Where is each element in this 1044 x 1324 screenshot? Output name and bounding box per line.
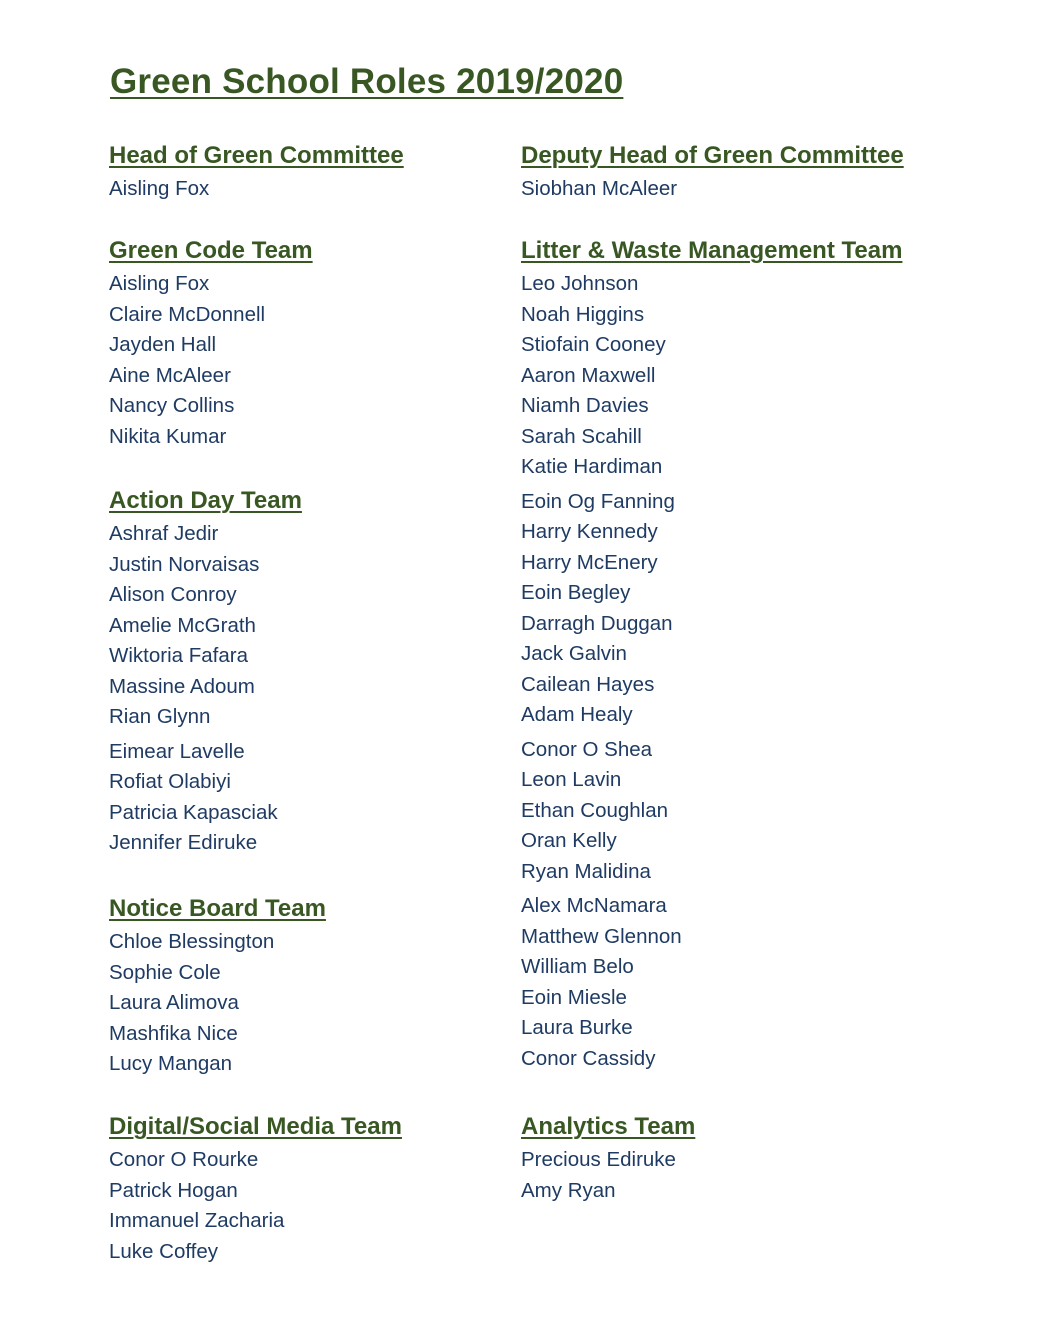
member-list <box>109 1145 402 1267</box>
member-list <box>521 174 904 205</box>
section-heading: Action Day Team <box>109 487 302 514</box>
section-deputy-head <box>521 141 904 205</box>
member-name: Conor O Shea <box>521 737 653 761</box>
member-name: Conor Cassidy <box>521 1046 656 1070</box>
member-name: Jack Galvin <box>521 642 627 665</box>
member-name: Patricia Kapasciak <box>109 800 278 824</box>
member-name: Katie Hardiman <box>521 455 663 478</box>
member-list <box>109 519 302 859</box>
member-name: Precious Ediruke <box>521 1148 676 1171</box>
member-name: Patrick Hogan <box>109 1178 238 1202</box>
member-name: Justin Norvaisas <box>109 552 260 576</box>
member-name: Leo Johnson <box>521 272 639 295</box>
section-heading: Deputy Head of Green Committee <box>521 142 904 169</box>
member-name: Harry McEnery <box>521 550 658 574</box>
member-name: Alex McNamara <box>521 894 667 917</box>
member-list <box>521 269 902 1074</box>
member-name: Aisling Fox <box>109 177 210 200</box>
member-name: Harry Kennedy <box>521 520 658 543</box>
member-name: Eoin Og Fanning <box>521 489 675 513</box>
section-digital-social-media-team <box>109 1112 402 1267</box>
member-name: Cailean Hayes <box>521 672 655 696</box>
member-name: Amy Ryan <box>521 1178 616 1202</box>
member-name: Alison Conroy <box>109 583 237 606</box>
section-head-of-green-committee <box>109 141 404 205</box>
member-name: Aine McAleer <box>109 363 231 387</box>
section-litter-waste-team <box>521 236 902 1074</box>
member-name: Leon Lavin <box>521 768 622 791</box>
section-heading: Head of Green Committee <box>109 142 404 169</box>
member-name: Conor O Rourke <box>109 1148 259 1171</box>
section-heading: Litter & Waste Management Team <box>521 237 903 264</box>
member-name: Amelie McGrath <box>109 613 256 637</box>
page-title: Green School Roles 2019/2020 <box>110 62 624 101</box>
member-name: Laura Burke <box>521 1016 633 1039</box>
member-name: Matthew Glennon <box>521 924 682 948</box>
member-name: Mashfika Nice <box>109 1021 238 1045</box>
member-list <box>109 269 313 452</box>
member-name: Sophie Cole <box>109 960 221 984</box>
member-name: Rian Glynn <box>109 705 211 728</box>
member-name: Aaron Maxwell <box>521 363 656 387</box>
member-name: Siobhan McAleer <box>521 177 678 200</box>
section-heading: Digital/Social Media Team <box>109 1113 402 1140</box>
member-list <box>521 1145 695 1206</box>
member-name: Massine Adoum <box>109 674 255 698</box>
section-heading: Analytics Team <box>521 1113 696 1140</box>
member-name: Laura Alimova <box>109 991 239 1014</box>
member-name: Wiktoria Fafara <box>109 644 248 667</box>
member-name: Aisling Fox <box>109 272 210 295</box>
member-name: Niamh Davies <box>521 394 649 417</box>
member-name: Ryan Malidina <box>521 859 651 883</box>
member-name: Claire McDonnell <box>109 302 266 326</box>
section-green-code-team <box>109 236 313 452</box>
section-analytics-team <box>521 1112 695 1206</box>
member-list <box>109 174 404 205</box>
member-name: William Belo <box>521 955 634 978</box>
member-name: Jennifer Ediruke <box>109 831 258 854</box>
member-name: Jayden Hall <box>109 333 217 356</box>
member-name: Stiofain Cooney <box>521 333 666 356</box>
section-notice-board-team <box>109 894 326 1080</box>
member-name: Darragh Duggan <box>521 611 673 635</box>
member-name: Nikita Kumar <box>109 424 227 448</box>
member-name: Eoin Begley <box>521 581 631 604</box>
member-name: Rofiat Olabiyi <box>109 770 231 793</box>
member-name: Ashraf Jedir <box>109 522 219 545</box>
member-name: Eoin Miesle <box>521 985 627 1009</box>
member-name: Sarah Scahill <box>521 424 642 448</box>
member-name: Chloe Blessington <box>109 930 275 953</box>
member-name: Lucy Mangan <box>109 1052 233 1075</box>
member-name: Adam Healy <box>521 703 633 726</box>
member-name: Ethan Coughlan <box>521 798 669 822</box>
member-name: Immanuel Zacharia <box>109 1209 285 1232</box>
section-heading: Green Code Team <box>109 237 313 264</box>
section-action-day-team <box>109 486 302 859</box>
member-name: Noah Higgins <box>521 302 645 326</box>
member-name: Oran Kelly <box>521 829 617 852</box>
member-name: Luke Coffey <box>109 1239 219 1263</box>
member-list <box>109 927 326 1080</box>
section-heading: Notice Board Team <box>109 895 326 922</box>
member-name: Eimear Lavelle <box>109 739 245 763</box>
member-name: Nancy Collins <box>109 394 235 417</box>
